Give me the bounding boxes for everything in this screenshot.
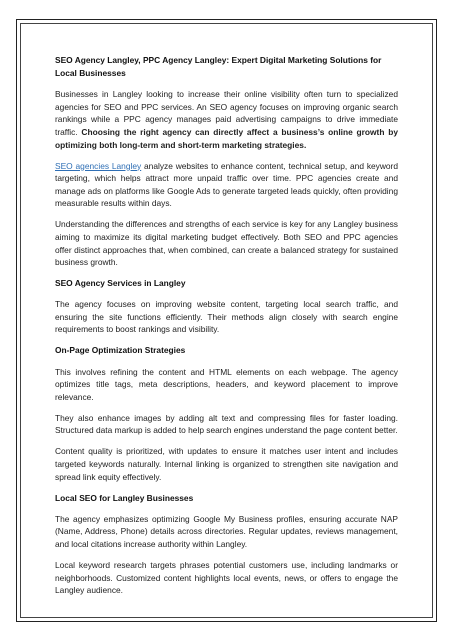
seo-services-paragraph: The agency focuses on improving website content, targeting local search traffic, and ensuring the site functions efficiently. Their methods align closely with search engine requirements to boost rankings and visibility. xyxy=(55,299,398,335)
section-heading-local-seo: Local SEO for Langley Businesses xyxy=(55,492,194,503)
local-seo-paragraph-2: Local keyword research targets phrases potential customers use, including landmarks or neighborhoods. Customized content highlights local events, news, or offers to engage the Langley audience. xyxy=(55,559,398,596)
intro-bold-text: Choosing the right agency can directly affect a business’s online growth by optimizing both long-term and short-term marketing strategies. xyxy=(55,126,398,150)
services-paragraph xyxy=(55,160,398,210)
on-page-paragraph-3: Content quality is prioritized, with updates to ensure it matches user intent and includes targeted keywords naturally. Internal linking is organized to strengthen site navigation and spread link equity effectively. xyxy=(55,446,398,482)
intro-text: Businesses in Langley looking to increase their online visibility often turn to specialized agencies for SEO and PPC services. An SEO agency focuses on improving organic search rankings while a PPC agency manages paid advertising campaigns to drive immediate traffic. xyxy=(55,89,398,137)
document-body xyxy=(55,54,398,605)
local-seo-paragraph-1: The agency emphasizes optimizing Google My Business profiles, ensuring accurate NAP (Name, Address, Phone) details across directories. Regular updates, reviews management, and local citations increase authority within Langley. xyxy=(55,513,398,549)
document-title: SEO Agency Langley, PPC Agency Langley: Expert Digital Marketing Solutions for Local Businesses xyxy=(55,55,382,78)
on-page-paragraph-1: This involves refining the content and HTML elements on each webpage. The agency optimizes title tags, meta descriptions, headers, and keyword placement to improve relevance. xyxy=(55,366,398,402)
seo-agencies-langley-link[interactable]: SEO agencies Langley xyxy=(55,160,142,171)
section-heading-seo-services: SEO Agency Services in Langley xyxy=(55,278,186,289)
section-heading-on-page: On-Page Optimization Strategies xyxy=(55,345,186,356)
services-text: analyze websites to enhance content, technical setup, and keyword targeting, which helps attract more unpaid traffic over time. PPC agencies create and manage ads on platforms like Google Ads to generate targeted leads quickly, often providing measurable results within days. xyxy=(55,160,399,209)
differences-paragraph: Understanding the differences and strengths of each service is key for any Langley business aiming to maximize its digital marketing budget effectively. Both SEO and PPC agencies offer distinct approaches that, when combined, can create a balanced strategy for sustained business growth. xyxy=(55,219,398,268)
intro-paragraph xyxy=(55,88,398,151)
on-page-paragraph-2: They also enhance images by adding alt text and compressing files for faster loading. Structured data markup is added to help search engines understand the page content better. xyxy=(55,412,398,436)
